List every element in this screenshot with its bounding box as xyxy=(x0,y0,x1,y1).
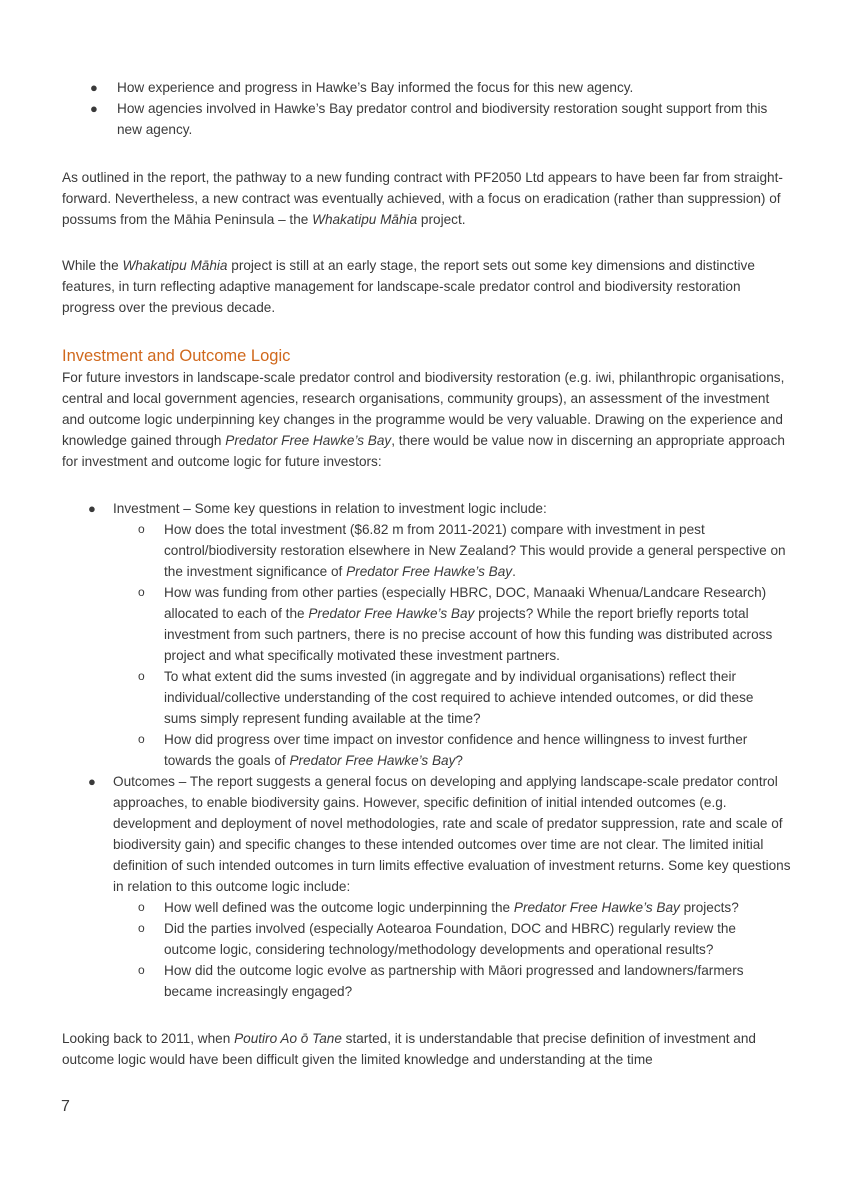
bullet-icon: ● xyxy=(88,501,96,516)
outcome-question-1: o How well defined was the outcome logic underpinning the Predator Free Hawke’s Bay projects? xyxy=(164,897,786,918)
circle-bullet-icon: o xyxy=(138,669,145,683)
paragraph-future-investors: For future investors in landscape-scale predator control and biodiversity restoration (e.g. iwi, philanthropic organisations, central and local government agencies, research organisations, community groups), an assessment of the investment and outcome logic underpinning key changes in the programme would be very valuable. Drawing on the experience and knowledge gained through Predator Free Hawke’s Bay, there would be value now in discerning an appropriate approach for investment and outcome logic for future investors: xyxy=(62,370,785,469)
outcome-question-3: o How did the outcome logic evolve as partnership with Māori progressed and landowners/farmers became increasingly engaged? xyxy=(164,960,786,1002)
bullet-icon: ● xyxy=(90,80,98,95)
investment-question-2: o How was funding from other parties (especially HBRC, DOC, Manaaki Whenua/Landcare Research) allocated to each of the Predator Free Hawke’s Bay projects? While the report briefly reports total investment from such partners, there is no precise account of how this funding was distributed across project and what specifically motivated these investment partners. xyxy=(164,582,786,666)
bullet-icon: ● xyxy=(90,101,98,116)
paragraph-pathway: As outlined in the report, the pathway to a new funding contract with PF2050 Ltd appears to have been far from straight-forward. Nevertheless, a new contract was eventually achieved, with a focus on eradication (rather than suppression) of possums from the Māhia Peninsula – the Whakatipu Māhia project. xyxy=(62,170,783,227)
top-bullet-1: ● How experience and progress in Hawke’s Bay informed the focus for this new agency. xyxy=(117,77,792,98)
bullet-icon: ● xyxy=(88,774,96,789)
investment-question-3: o To what extent did the sums invested (in aggregate and by individual organisations) reflect their individual/collective understanding of the cost required to achieve intended outcomes, or did these sums simply represent funding available at the time? xyxy=(164,666,786,729)
investment-bullet: ● Investment – Some key questions in relation to investment logic include: xyxy=(113,498,793,519)
top-bullet-2: ● How agencies involved in Hawke’s Bay predator control and biodiversity restoration sought support from this new agency. xyxy=(117,98,792,140)
outcome-question-2: o Did the parties involved (especially Aotearoa Foundation, DOC and HBRC) regularly review the outcome logic, considering technology/methodology developments and operational results? xyxy=(164,918,786,960)
outcomes-bullet: ● Outcomes – The report suggests a general focus on developing and applying landscape-scale predator control approaches, to enable biodiversity gains. However, specific definition of initial intended outcomes (e.g. development and deployment of novel methodologies, rate and scale of predator suppression, rate and scale of biodiversity gain) and specific changes to these intended outcomes over time are not clear. The limited initial definition of such intended outcomes in turn limits effective evaluation of investment returns. Some key questions in relation to this outcome logic include: xyxy=(113,771,793,897)
circle-bullet-icon: o xyxy=(138,522,145,536)
paragraph-whakatipu: While the Whakatipu Māhia project is still at an early stage, the report sets out some key dimensions and distinctive features, in turn reflecting adaptive management for landscape-scale predator control and biodiversity restoration progress over the previous decade. xyxy=(62,258,755,315)
page-number: 7 xyxy=(61,1098,70,1115)
investment-question-1: o How does the total investment ($6.82 m from 2011-2021) compare with investment in pest control/biodiversity restoration elsewhere in New Zealand? This would provide a general perspective on the investment significance of Predator Free Hawke’s Bay. xyxy=(164,519,786,582)
section-heading: Investment and Outcome Logic xyxy=(62,347,291,365)
circle-bullet-icon: o xyxy=(138,921,145,935)
circle-bullet-icon: o xyxy=(138,585,145,599)
circle-bullet-icon: o xyxy=(138,900,145,914)
circle-bullet-icon: o xyxy=(138,732,145,746)
paragraph-looking-back: Looking back to 2011, when Poutiro Ao ō Tane started, it is understandable that precise definition of investment and outcome logic would have been difficult given the limited knowledge and understanding at the time xyxy=(62,1031,756,1067)
circle-bullet-icon: o xyxy=(138,963,145,977)
investment-question-4: o How did progress over time impact on investor confidence and hence willingness to invest further towards the goals of Predator Free Hawke’s Bay? xyxy=(164,729,786,771)
